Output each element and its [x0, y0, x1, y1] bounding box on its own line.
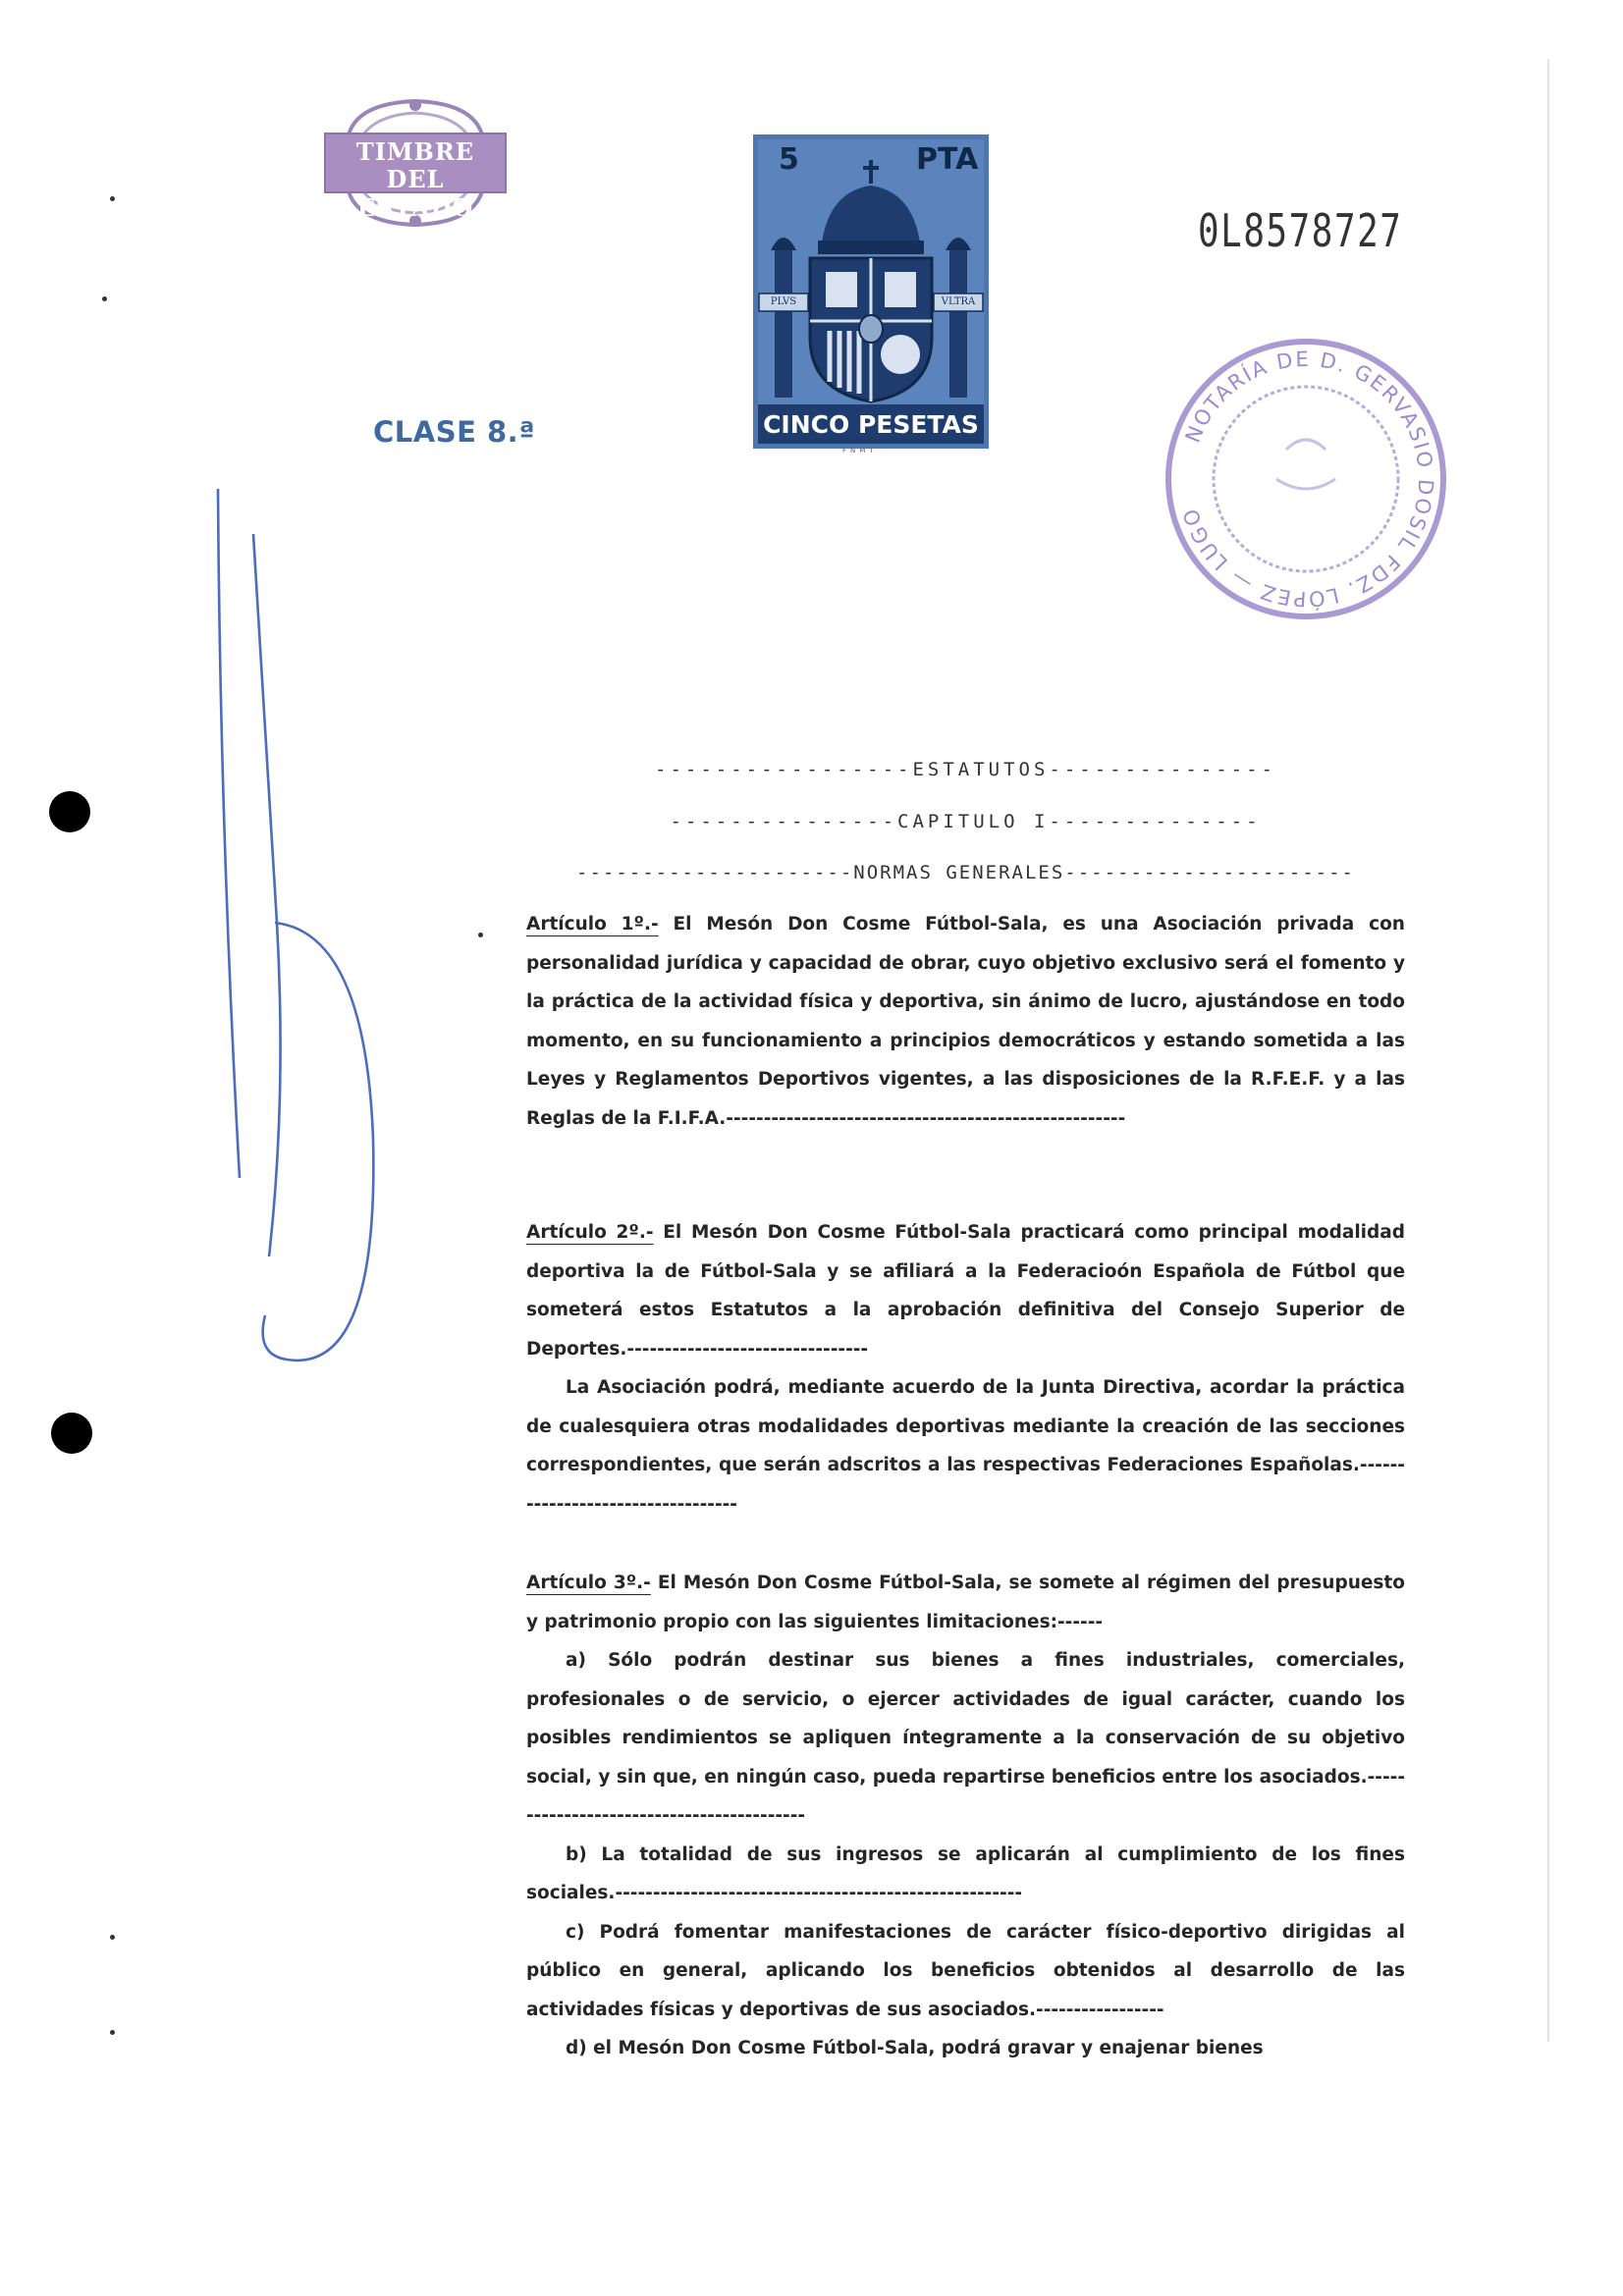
article-3-label: Artículo 3º.-: [526, 1573, 651, 1593]
article-2-text: El Mesón Don Cosme Fútbol-Sala practicará como principal modalidad deportiva la de Fútbol-Sala y se afiliará a la Federacioón Española de Fútbol que someterá estos Estatutos a la aprobación definitiva del Consejo Superior de Deportes.--------------------------------: [526, 1222, 1405, 1360]
revenue-stamp: [753, 134, 989, 449]
heading-normas-generales: ---------------------NORMAS GENERALES----------------------: [576, 862, 1355, 883]
coat-of-arms-icon: [753, 134, 989, 449]
motto-left: PLVS: [770, 296, 797, 307]
margin-speck: [102, 296, 107, 301]
article-1: [526, 905, 1405, 1138]
binder-hole-bottom: [51, 1413, 92, 1454]
stamp-currency: PTA: [916, 142, 979, 177]
seal-icon: [1159, 332, 1453, 626]
handwritten-signature: [196, 471, 412, 1374]
timbre-del-estado-emblem: [319, 93, 512, 233]
article-3-item-c: c) Podrá fomentar manifestaciones de carácter físico-deportivo dirigidas al público en general, aplicando los beneficios obtenidos al desarrollo de las actividades físicas y deportivas de sus asociados.-----------------: [526, 1921, 1405, 2020]
margin-speck: [110, 196, 115, 201]
heading-estatutos: -----------------ESTATUTOS---------------: [655, 759, 1276, 780]
article-3: [526, 1564, 1405, 2068]
article-3-item-d: d) el Mesón Don Cosme Fútbol-Sala, podrá gravar y enajenar bienes: [566, 2038, 1264, 2058]
article-1-label: Artículo 1º.-: [526, 914, 659, 934]
heading-capitulo: ---------------CAPITULO I--------------: [670, 811, 1262, 832]
article-3-text: El Mesón Don Cosme Fútbol-Sala, se somete al régimen del presupuesto y patrimonio propio con las siguientes limitaciones:------: [526, 1573, 1405, 1632]
stamp-value: 5: [779, 142, 799, 177]
article-3-item-a: a) Sólo podrán destinar sus bienes a fines industriales, comerciales, profesionales o de servicio, o ejercer actividades de igual carácter, cuando los posibles rendimientos se apliquen íntegramente a la conservación de su objetivo social, y sin que, en ningún caso, pueda repartirse beneficios entre los asociados.------------------------------------------: [526, 1650, 1405, 1826]
clase-label: CLASE 8.ª: [373, 415, 536, 449]
motto-right: VLTRA: [941, 296, 976, 307]
stamp-maker: FNMT: [842, 447, 878, 454]
stamp-label: CINCO PESETAS: [763, 410, 979, 439]
margin-speck: [110, 1935, 115, 1940]
article-2: [526, 1213, 1405, 1523]
margin-speck: [478, 933, 483, 937]
signature-icon: [196, 471, 412, 1374]
notary-seal: [1159, 332, 1453, 626]
seal-text: NOTARÍA DE D. GERVASIO DOSIL FDZ. LÓPEZ — LUGO: [1177, 347, 1438, 612]
timbre-line2: DEL ESTADO: [356, 165, 474, 222]
article-3-item-b: b) La totalidad de sus ingresos se aplicarán al cumplimiento de los fines sociales.------------------------------------------------------: [526, 1843, 1405, 1903]
binder-hole-top: [49, 791, 90, 832]
margin-speck: [110, 2030, 115, 2035]
serial-number: 0L8578727: [1198, 204, 1403, 257]
article-2-label: Artículo 2º.-: [526, 1222, 654, 1243]
article-2-paragraph-2: La Asociación podrá, mediante acuerdo de la Junta Directiva, acordar la práctica de cualesquiera otras modalidades deportivas mediante la creación de las secciones correspondientes, que serán adscritos a las respectivas Federaciones Españolas.----------------------------------: [526, 1377, 1405, 1515]
page-edge: [1547, 59, 1549, 2042]
timbre-line1: TIMBRE: [355, 137, 475, 166]
article-1-text: El Mesón Don Cosme Fútbol-Sala, es una Asociación privada con personalidad jurídica y capacidad de obrar, cuyo objetivo exclusivo será el fomento y la práctica de la actividad física y deportiva, sin ánimo de lucro, ajustándose en todo momento, en su funcionamiento a principios democráticos y estando sometida a las Leyes y Reglamentos Deportivos vigentes, a las disposiciones de la R.F.E.F. y a las Reglas de la F.I.F.A.-----------------------------------------------------: [526, 914, 1405, 1129]
